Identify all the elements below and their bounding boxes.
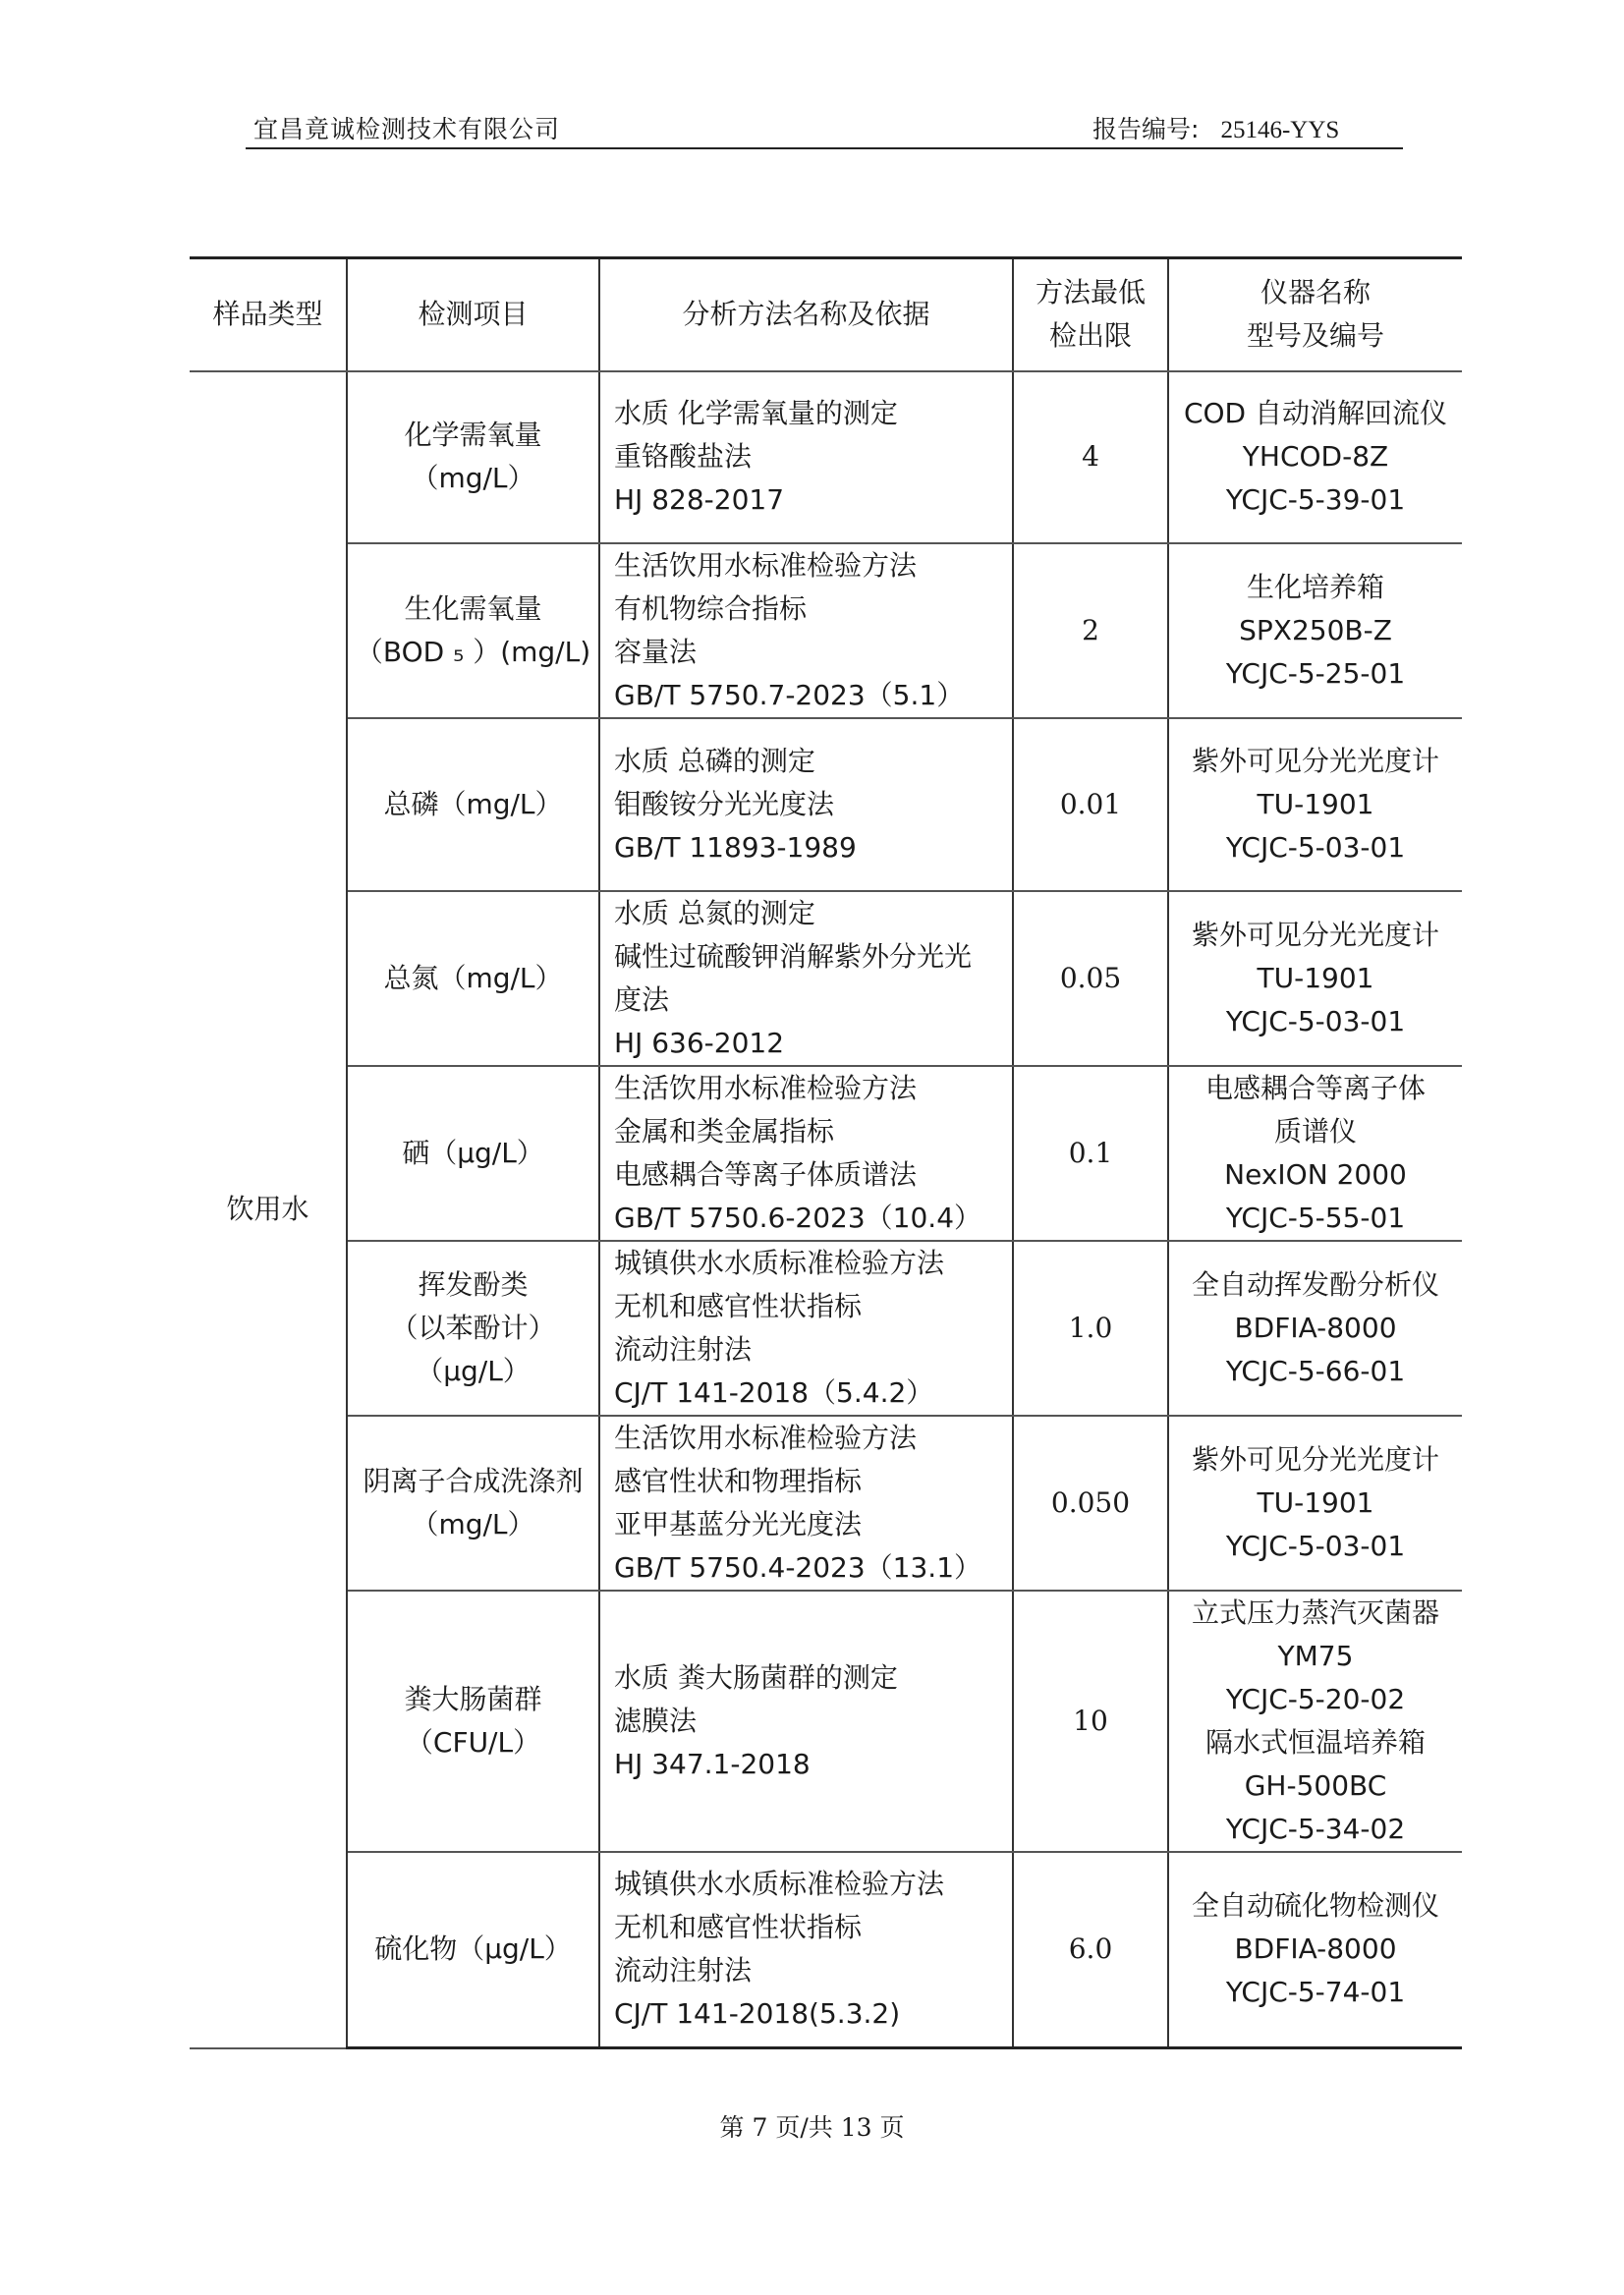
method-cell-line: GB/T 5750.7-2023（5.1）: [614, 678, 965, 711]
method-cell-line: 城镇供水水质标准检验方法: [614, 1246, 945, 1279]
instrument-cell-line: TU-1901: [1257, 1485, 1374, 1519]
method-cell-line: GB/T 5750.6-2023（10.4）: [614, 1201, 982, 1234]
method-cell-line: CJ/T 141-2018（5.4.2）: [614, 1375, 934, 1409]
method-cell: [599, 1416, 1013, 1591]
instrument-cell-line: 紫外可见分光光度计: [1191, 744, 1439, 777]
method-cell-line: 容量法: [614, 635, 698, 668]
instrument-cell-line: YCJC-5-39-01: [1225, 483, 1406, 516]
item-cell: [347, 1852, 599, 2048]
method-cell-line: 无机和感官性状指标: [614, 1911, 863, 1944]
item-cell: [347, 891, 599, 1066]
method-cell-line: 生活饮用水标准检验方法: [614, 548, 918, 582]
table-row: [190, 891, 1462, 1066]
table-row: [190, 1416, 1462, 1591]
method-cell-line: HJ 636-2012: [614, 1026, 785, 1059]
method-cell-line: 电感耦合等离子体质谱法: [614, 1157, 918, 1191]
instrument-cell-line: 全自动硫化物检测仪: [1191, 1889, 1439, 1923]
instrument-cell: [1168, 1241, 1462, 1416]
instrument-cell-line: 质谱仪: [1273, 1114, 1357, 1148]
instrument-cell: [1168, 718, 1462, 891]
method-cell-line: HJ 347.1-2018: [614, 1747, 811, 1780]
instrument-cell-line: BDFIA-8000: [1234, 1311, 1397, 1344]
header-method: 分析方法名称及依据: [599, 258, 1013, 371]
instrument-cell-line: YCJC-5-66-01: [1225, 1354, 1406, 1387]
instrument-cell-line: YCJC-5-03-01: [1225, 830, 1406, 864]
item-cell-line: 总磷（mg/L）: [383, 787, 563, 820]
method-cell-line: 水质 化学需氧量的测定: [614, 397, 898, 429]
method-cell-line: 钼酸铵分光光度法: [614, 787, 835, 820]
instrument-cell-line: YHCOD-8Z: [1242, 440, 1389, 473]
table-row: [190, 1591, 1462, 1852]
report-number-label: 报告编号:: [1092, 115, 1200, 143]
method-cell: [599, 1591, 1013, 1852]
limit-cell: 2: [1013, 543, 1168, 718]
method-cell-line: 城镇供水水质标准检验方法: [614, 1868, 945, 1901]
header-divider: [246, 147, 1403, 149]
header-instrument: [1168, 258, 1462, 371]
table-row: [190, 718, 1462, 891]
instrument-cell-line: TU-1901: [1257, 787, 1374, 820]
item-cell-line: （mg/L）: [411, 462, 535, 494]
limit-cell: 4: [1013, 371, 1168, 543]
method-cell-line: 感官性状和物理指标: [614, 1464, 863, 1497]
item-cell: [347, 1591, 599, 1852]
limit-cell: 1.0: [1013, 1241, 1168, 1416]
method-cell: [599, 543, 1013, 718]
item-cell: [347, 543, 599, 718]
table-row: [190, 543, 1462, 718]
instrument-cell-line: 紫外可见分光光度计: [1191, 1442, 1439, 1476]
method-cell-line: 重铬酸盐法: [614, 440, 753, 473]
method-cell: [599, 371, 1013, 543]
header-item: 检测项目: [347, 258, 599, 371]
instrument-cell-line: 生化培养箱: [1246, 570, 1384, 603]
instrument-cell: [1168, 1852, 1462, 2048]
item-cell-line: （μg/L）: [416, 1354, 531, 1387]
method-cell-line: 水质 粪大肠菌群的测定: [614, 1660, 898, 1694]
method-cell: [599, 891, 1013, 1066]
method-cell-line: 流动注射法: [614, 1954, 753, 1987]
item-cell: [347, 1241, 599, 1416]
item-cell-line: 挥发酚类: [418, 1267, 529, 1301]
instrument-cell-line: 立式压力蒸汽灭菌器: [1191, 1595, 1439, 1629]
header-instrument-line: 型号及编号: [1246, 319, 1384, 353]
limit-cell: 0.050: [1013, 1416, 1168, 1591]
table-body: [190, 371, 1462, 2048]
method-cell-line: HJ 828-2017: [614, 483, 785, 516]
method-cell: [599, 1241, 1013, 1416]
limit-cell: 0.1: [1013, 1066, 1168, 1241]
method-cell: [599, 1852, 1013, 2048]
instrument-cell-line: 全自动挥发酚分析仪: [1191, 1267, 1439, 1301]
instrument-cell-line: YM75: [1277, 1639, 1354, 1672]
instrument-cell-line: 紫外可见分光光度计: [1191, 918, 1439, 951]
header-instrument-line: 仪器名称: [1260, 276, 1371, 309]
instrument-cell: [1168, 371, 1462, 543]
item-cell-line: （CFU/L）: [405, 1725, 541, 1759]
report-number-value: 25146-YYS: [1220, 117, 1340, 143]
item-cell: [347, 1416, 599, 1591]
method-cell-line: GB/T 5750.4-2023（13.1）: [614, 1550, 982, 1584]
item-cell-line: 硒（μg/L）: [402, 1136, 544, 1169]
instrument-cell: [1168, 1591, 1462, 1852]
method-cell-line: 无机和感官性状指标: [614, 1289, 863, 1322]
item-cell-line: 阴离子合成洗涤剂: [363, 1464, 584, 1497]
method-cell-line: 亚甲基蓝分光光度法: [614, 1507, 863, 1540]
method-cell-line: 有机物综合指标: [614, 591, 808, 625]
table-row: [190, 371, 1462, 543]
instrument-cell-line: YCJC-5-03-01: [1225, 1004, 1406, 1037]
page-number: 第 7 页/共 13 页: [719, 2113, 905, 2142]
limit-cell: 0.01: [1013, 718, 1168, 891]
item-cell: [347, 371, 599, 543]
table-row: [190, 1066, 1462, 1241]
limit-cell: 10: [1013, 1591, 1168, 1852]
instrument-cell: [1168, 1066, 1462, 1241]
instrument-cell: [1168, 891, 1462, 1066]
item-cell: [347, 718, 599, 891]
item-cell-line: （mg/L）: [411, 1507, 535, 1540]
report-number: [1092, 110, 1339, 145]
instrument-cell-line: 电感耦合等离子体: [1204, 1071, 1426, 1104]
item-cell-line: 硫化物（μg/L）: [374, 1932, 572, 1966]
limit-cell: 6.0: [1013, 1852, 1168, 2048]
instrument-cell-line: BDFIA-8000: [1234, 1932, 1397, 1966]
instrument-cell: [1168, 543, 1462, 718]
sample-type-cell: 饮用水: [190, 371, 347, 2048]
method-cell-line: 度法: [614, 982, 670, 1016]
item-cell-line: 生化需氧量: [404, 591, 542, 625]
item-cell-line: （BOD ₅ ）(mg/L): [355, 635, 591, 668]
instrument-cell-line: YCJC-5-25-01: [1225, 656, 1406, 690]
method-cell-line: 金属和类金属指标: [614, 1114, 835, 1148]
instrument-cell: [1168, 1416, 1462, 1591]
method-cell-line: CJ/T 141-2018(5.3.2): [614, 1997, 901, 2031]
limit-cell: 0.05: [1013, 891, 1168, 1066]
item-cell-line: 总氮（mg/L）: [383, 961, 563, 994]
method-cell-line: 流动注射法: [614, 1332, 753, 1366]
instrument-cell-line: NexION 2000: [1224, 1157, 1407, 1191]
method-cell-line: 水质 总磷的测定: [614, 744, 815, 777]
item-cell-line: 化学需氧量: [404, 419, 542, 451]
header-limit-line: 方法最低: [1035, 276, 1146, 309]
header-limit-line: 检出限: [1048, 319, 1132, 353]
instrument-cell-line: YCJC-5-03-01: [1225, 1529, 1406, 1562]
item-cell: [347, 1066, 599, 1241]
instrument-cell-line: SPX250B-Z: [1239, 613, 1392, 646]
method-cell-line: GB/T 11893-1989: [614, 830, 857, 864]
instrument-cell-line: YCJC-5-74-01: [1225, 1976, 1406, 2009]
table-row: [190, 1852, 1462, 2048]
test-methods-table: [190, 256, 1462, 2049]
item-cell-line: （以苯酚计）: [390, 1311, 556, 1344]
method-cell-line: 碱性过硫酸钾消解紫外分光光: [614, 939, 973, 973]
header-limit: [1013, 258, 1168, 371]
instrument-cell-line: YCJC-5-34-02: [1225, 1812, 1406, 1845]
method-cell-line: 滤膜法: [614, 1704, 698, 1737]
item-cell-line: 粪大肠菌群: [404, 1682, 542, 1715]
instrument-cell-line: GH-500BC: [1244, 1768, 1387, 1802]
instrument-cell-line: TU-1901: [1257, 961, 1374, 994]
instrument-cell-line: YCJC-5-55-01: [1225, 1201, 1406, 1234]
test-methods-table-container: [190, 256, 1462, 2049]
method-cell: [599, 1066, 1013, 1241]
method-cell-line: 生活饮用水标准检验方法: [614, 1071, 918, 1104]
method-cell: [599, 718, 1013, 891]
table-row: [190, 1241, 1462, 1416]
company-name: 宜昌竟诚检测技术有限公司: [253, 115, 561, 143]
instrument-cell-line: COD 自动消解回流仪: [1183, 397, 1448, 429]
method-cell-line: 水质 总氮的测定: [614, 896, 815, 929]
instrument-cell-line: YCJC-5-20-02: [1225, 1682, 1406, 1715]
instrument-cell-line: 隔水式恒温培养箱: [1204, 1725, 1426, 1759]
header-sample-type: 样品类型: [190, 258, 347, 371]
table-header-row: [190, 258, 1462, 371]
method-cell-line: 生活饮用水标准检验方法: [614, 1421, 918, 1454]
